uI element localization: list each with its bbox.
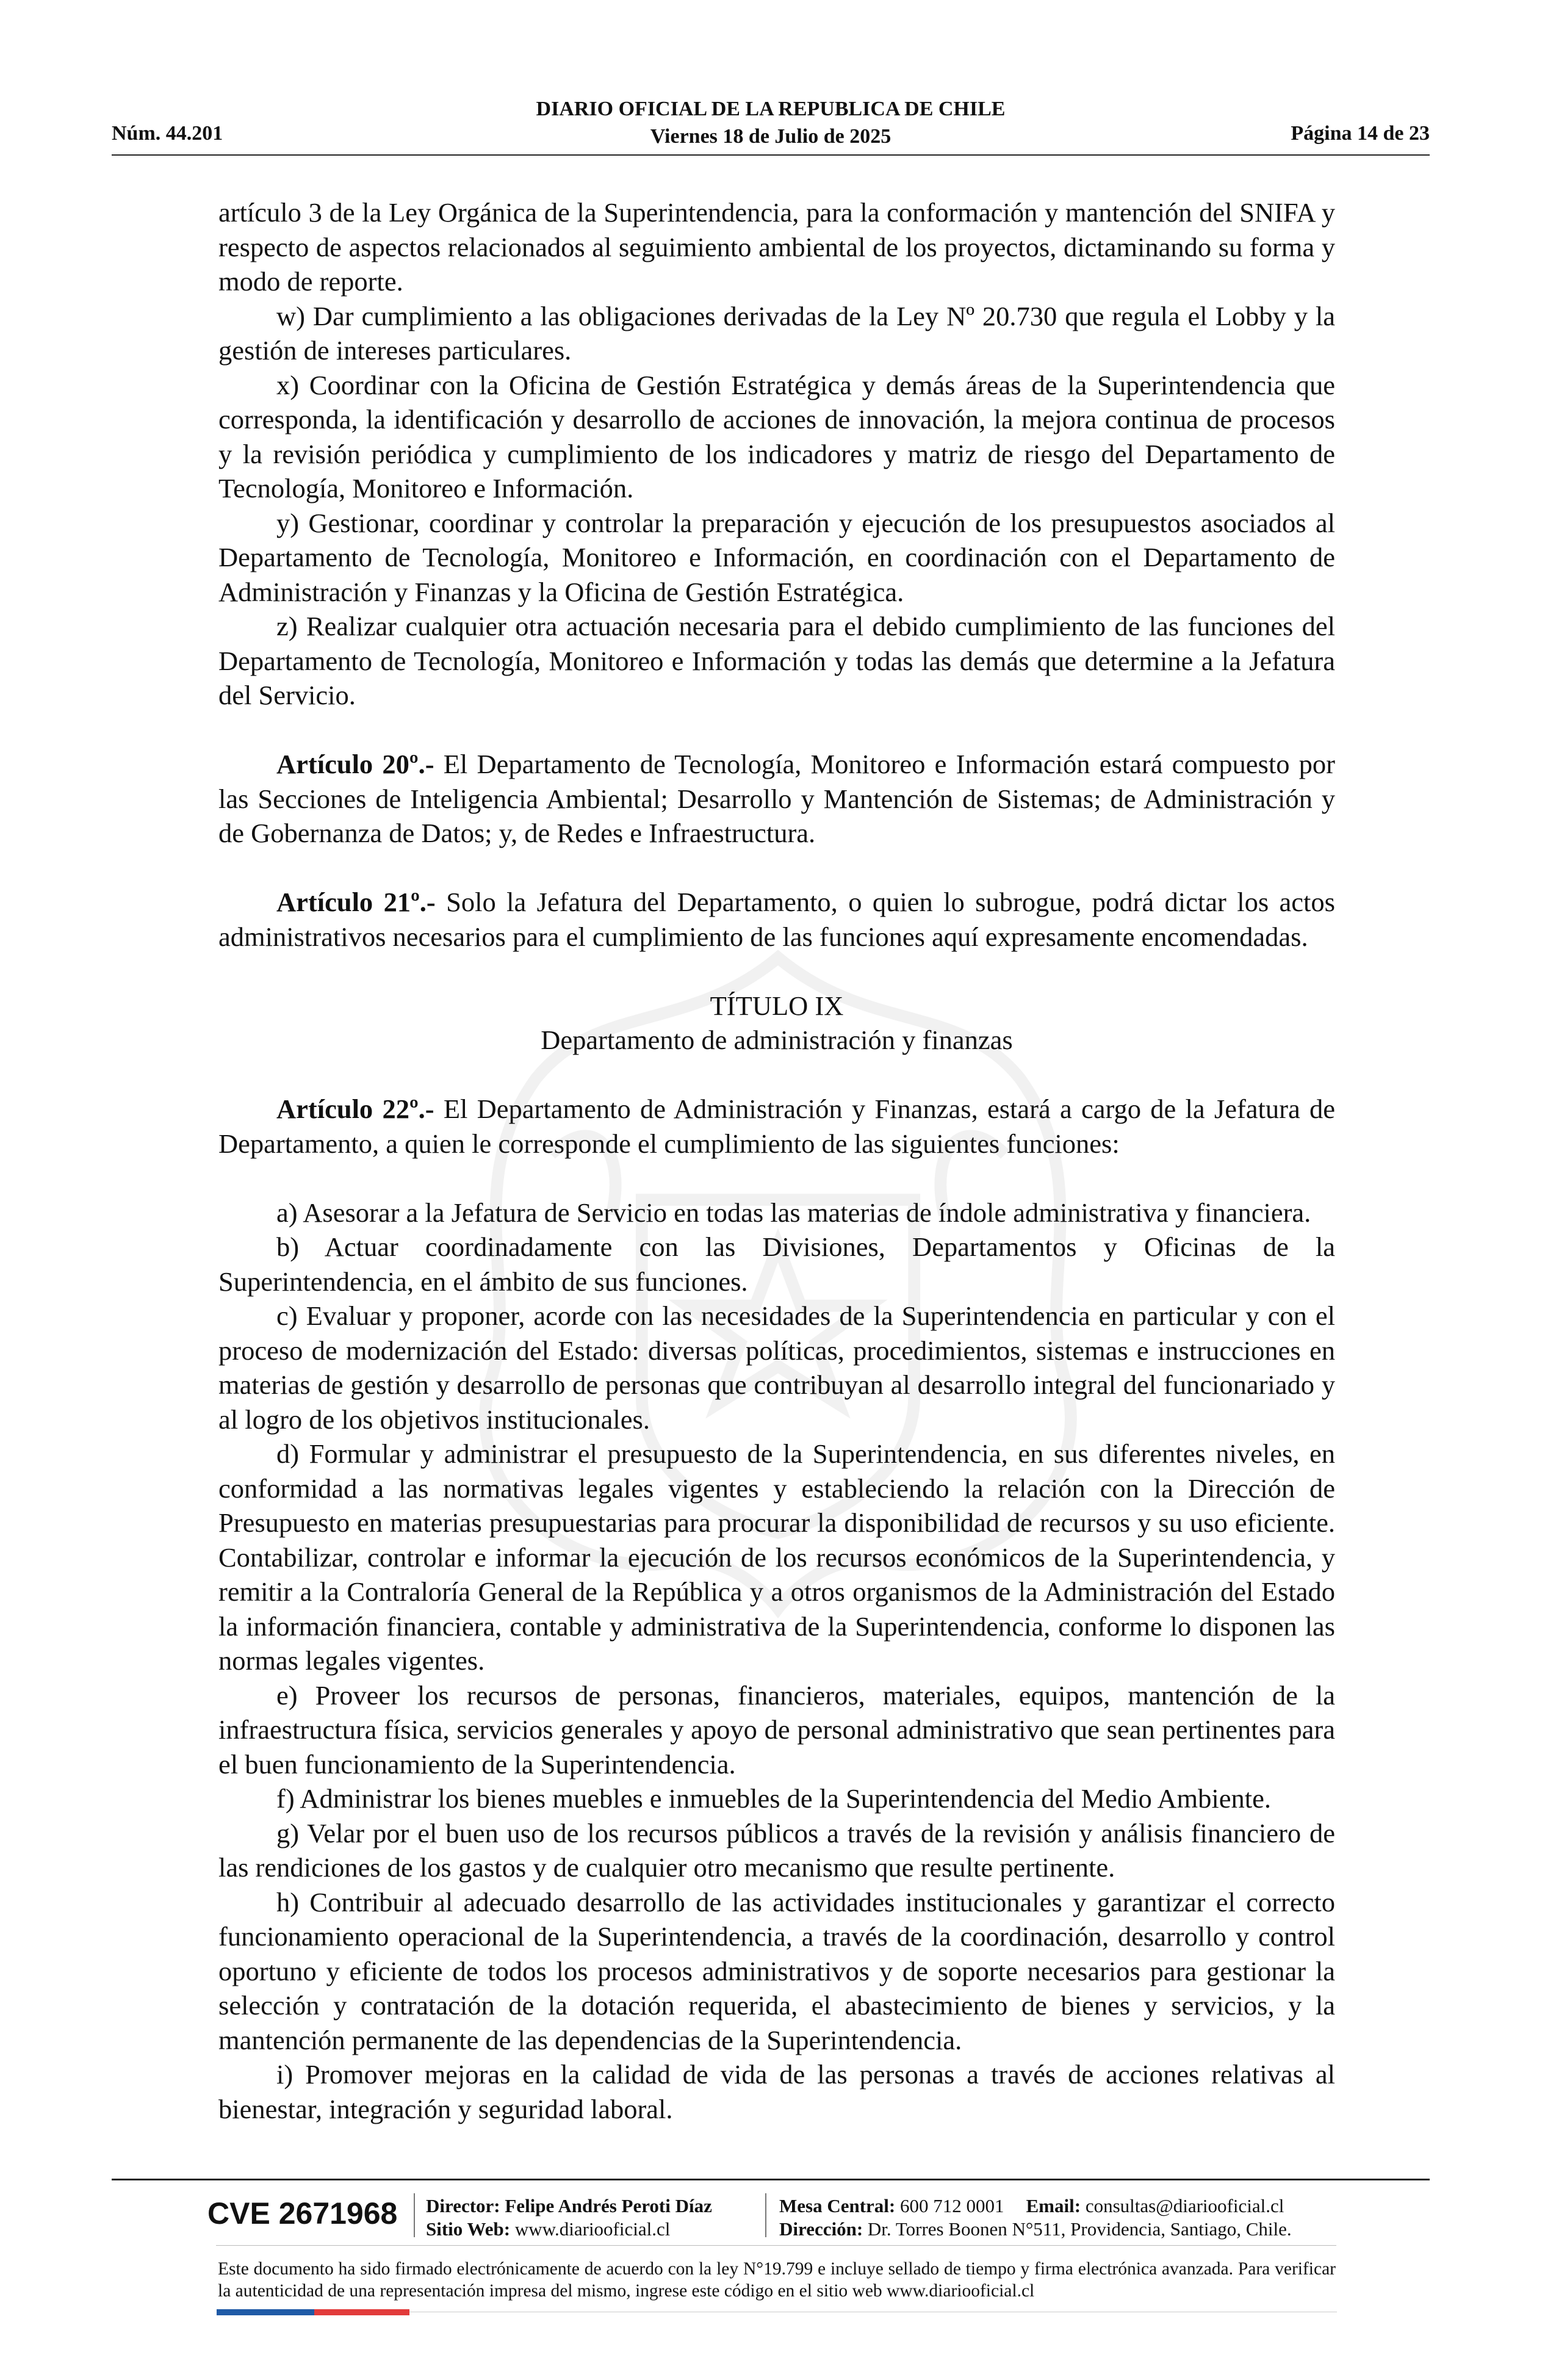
paragraph-spacer bbox=[218, 954, 1335, 989]
flag-color-bar bbox=[217, 2309, 1337, 2315]
page-header bbox=[112, 92, 1430, 153]
paragraph-text: artículo 3 de la Ley Orgánica de la Superintendencia, para la conformación y mantención del SNIFA y respecto de aspectos relacionados al seguimiento ambiental de los proyectos, dictaminando su forma y modo de reporte. bbox=[218, 197, 1335, 297]
paragraph-text: i) Promover mejoras en la calidad de vida de las personas a través de acciones relativas al bienestar, integración y seguridad laboral. bbox=[218, 2059, 1335, 2124]
paragraph-spacer bbox=[218, 1161, 1335, 1195]
contact-line bbox=[779, 2194, 1336, 2218]
page-number: Página 14 de 23 bbox=[1291, 122, 1430, 145]
director-name: Felipe Andrés Peroti Díaz bbox=[505, 2195, 712, 2216]
body-paragraph bbox=[218, 1678, 1335, 1782]
paragraph-text: y) Gestionar, coordinar y controlar la preparación y ejecución de los presupuestos asociados al Departamento de Tecnología, Monitoreo e Información, en coordinación con el Departamento de Administración y Finanzas y la Oficina de Gestión Estratégica. bbox=[218, 507, 1335, 607]
paragraph-text: d) Formular y administrar el presupuesto de la Superintendencia, en sus diferentes niveles, en conformidad a las normativas legales vigentes y estableciendo la relación con la Dirección de Presupuesto en materias presupuestarias para procurar la disponibilidad de recursos y su uso eficiente. Contabilizar, controlar e informar la ejecución de los recursos económicos de la Superintendencia, y remitir a la Contraloría General de la República y a otros organismos de la Administración del Estado la información financiera, contable y administrativa de la Superintendencia, conforme lo disponen las normas legales vigentes. bbox=[218, 1438, 1335, 1676]
issue-number: Núm. 44.201 bbox=[112, 122, 223, 145]
body-paragraph bbox=[218, 1299, 1335, 1437]
body-paragraph bbox=[218, 1195, 1335, 1230]
body-paragraph bbox=[218, 299, 1335, 368]
body-paragraph bbox=[218, 506, 1335, 610]
paragraph-spacer bbox=[218, 851, 1335, 885]
paragraph-text: g) Velar por el buen uso de los recursos públicos a través de la revisión y análisis financiero de las rendiciones de los gastos y de cualquier otro mecanismo que resulte pertinente. bbox=[218, 1817, 1335, 1883]
email-group bbox=[1026, 2195, 1284, 2216]
body-paragraph bbox=[218, 1092, 1335, 1161]
paragraph-spacer bbox=[218, 713, 1335, 748]
paragraph-text: Solo la Jefatura del Departamento, o quien lo subrogue, podrá dictar los actos administrativos necesarios para el cumplimiento de las funciones aquí expresamente encomendadas. bbox=[218, 887, 1335, 952]
director-line bbox=[426, 2194, 712, 2218]
footer-divider bbox=[414, 2193, 415, 2237]
paragraph-text: e) Proveer los recursos de personas, financieros, materiales, equipos, mantención de la infraestructura física, servicios generales y apoyo de personal administrativo que sean pertinentes para el buen funcionamiento de la Superintendencia. bbox=[218, 1679, 1335, 1780]
paragraph-text: w) Dar cumplimiento a las obligaciones derivadas de la Ley Nº 20.730 que regula el Lobby y la gestión de intereses particulares. bbox=[218, 300, 1335, 366]
website-link[interactable]: www.diariooficial.cl bbox=[514, 2218, 671, 2240]
website-label: Sitio Web: bbox=[426, 2218, 511, 2240]
footer-divider bbox=[765, 2193, 766, 2237]
phone-label: Mesa Central: bbox=[779, 2195, 896, 2216]
section-title bbox=[218, 989, 1335, 1058]
body-paragraph bbox=[218, 1781, 1335, 1816]
paragraph-text: a) Asesorar a la Jefatura de Servicio en todas las materias de índole administrativa y financiera. bbox=[276, 1197, 1311, 1228]
body-paragraph bbox=[218, 1230, 1335, 1299]
paragraph-spacer bbox=[218, 1058, 1335, 1092]
cve-code: CVE 2671968 bbox=[207, 2196, 398, 2230]
body-paragraph bbox=[218, 2057, 1335, 2126]
footer-contact-column bbox=[779, 2194, 1336, 2241]
website-line bbox=[426, 2218, 712, 2241]
article-heading: Artículo 20º.- bbox=[276, 749, 434, 779]
phone-number: 600 712 0001 bbox=[900, 2195, 1004, 2216]
director-label: Director: bbox=[426, 2195, 500, 2216]
title-number: TÍTULO IX bbox=[710, 990, 844, 1021]
body-paragraph bbox=[218, 195, 1335, 299]
article-heading: Artículo 22º.- bbox=[276, 1094, 434, 1124]
paragraph-text: El Departamento de Tecnología, Monitoreo e Información estará compuesto por las Secciones de Inteligencia Ambiental; Desarrollo y Mantención de Sistemas; de Administración y de Gobernanza de Datos; y, de Redes e Infraestructura. bbox=[218, 749, 1335, 848]
publication-title: DIARIO OFICIAL DE LA REPUBLICA DE CHILE bbox=[536, 98, 1006, 120]
body-paragraph bbox=[218, 1885, 1335, 2058]
flag-blue-segment bbox=[217, 2309, 314, 2315]
paragraph-text: c) Evaluar y proponer, acorde con las necesidades de la Superintendencia en particular y con el proceso de modernización del Estado: diversas políticas, procedimientos, sistemas e instrucciones en materias de gestión y desarrollo de personas que contribuyan al desarrollo integral del funcionariado y al logro de los objetivos institucionales. bbox=[218, 1300, 1335, 1435]
paragraph-text: h) Contribuir al adecuado desarrollo de las actividades institucionales y garantizar el correcto funcionamiento operacional de la Superintendencia, a través de la coordinación, desarrollo y control oportuno y eficiente de todos los procesos administrativos y de soporte necesarios para gestionar la selección y contratación de la dotación requerida, el abastecimiento de bienes y servicios, y la mantención permanente de las dependencias de la Superintendencia. bbox=[218, 1886, 1335, 2055]
paragraph-text: f) Administrar los bienes muebles e inmuebles de la Superintendencia del Medio Ambiente. bbox=[276, 1783, 1272, 1814]
publication-heading bbox=[112, 95, 1430, 150]
body-paragraph bbox=[218, 1437, 1335, 1678]
article-heading: Artículo 21º.- bbox=[276, 887, 436, 917]
document-body bbox=[218, 195, 1335, 2126]
title-subtitle: Departamento de administración y finanzas bbox=[541, 1025, 1013, 1055]
address-label: Dirección: bbox=[779, 2218, 863, 2240]
body-paragraph bbox=[218, 747, 1335, 851]
publication-date: Viernes 18 de Julio de 2025 bbox=[650, 125, 891, 148]
footer-separator bbox=[216, 2245, 1336, 2246]
footer-rule bbox=[112, 2179, 1430, 2180]
body-paragraph bbox=[218, 609, 1335, 713]
paragraph-text: El Departamento de Administración y Finanzas, estará a cargo de la Jefatura de Departamento, a quien le corresponde el cumplimiento de las siguientes funciones: bbox=[218, 1094, 1335, 1159]
signature-disclaimer: Este documento ha sido firmado electrónicamente de acuerdo con la ley N°19.799 e incluye sellado de tiempo y firma electrónica avanzada. Para verificar la autenticidad de una representación impresa del mismo, ingrese este código en el sitio web www.diariooficial.cl bbox=[218, 2259, 1336, 2301]
footer-director-column bbox=[426, 2194, 712, 2241]
body-paragraph bbox=[218, 885, 1335, 954]
paragraph-text: b) Actuar coordinadamente con las Divisiones, Departamentos y Oficinas de la Superintendencia, en el ámbito de sus funciones. bbox=[218, 1231, 1335, 1297]
body-paragraph bbox=[218, 368, 1335, 506]
address-line bbox=[779, 2218, 1336, 2241]
address-text: Dr. Torres Boonen N°511, Providencia, Santiago, Chile. bbox=[867, 2218, 1292, 2240]
paragraph-text: x) Coordinar con la Oficina de Gestión Estratégica y demás áreas de la Superintendencia que corresponda, la identificación y desarrollo de acciones de innovación, la mejora continua de procesos y la revisión periódica y cumplimiento de los indicadores y matriz de riesgo del Departamento de Tecnología, Monitoreo e Información. bbox=[218, 369, 1335, 503]
header-rule bbox=[112, 154, 1430, 156]
paragraph-text: z) Realizar cualquier otra actuación necesaria para el debido cumplimiento de las funciones del Departamento de Tecnología, Monitoreo e Información y todas las demás que determine a la Jefatura del Servicio. bbox=[218, 611, 1335, 710]
email-label: Email: bbox=[1026, 2195, 1081, 2216]
flag-red-segment bbox=[314, 2309, 409, 2315]
body-paragraph bbox=[218, 1816, 1335, 1885]
email-link[interactable]: consultas@diariooficial.cl bbox=[1085, 2195, 1284, 2216]
